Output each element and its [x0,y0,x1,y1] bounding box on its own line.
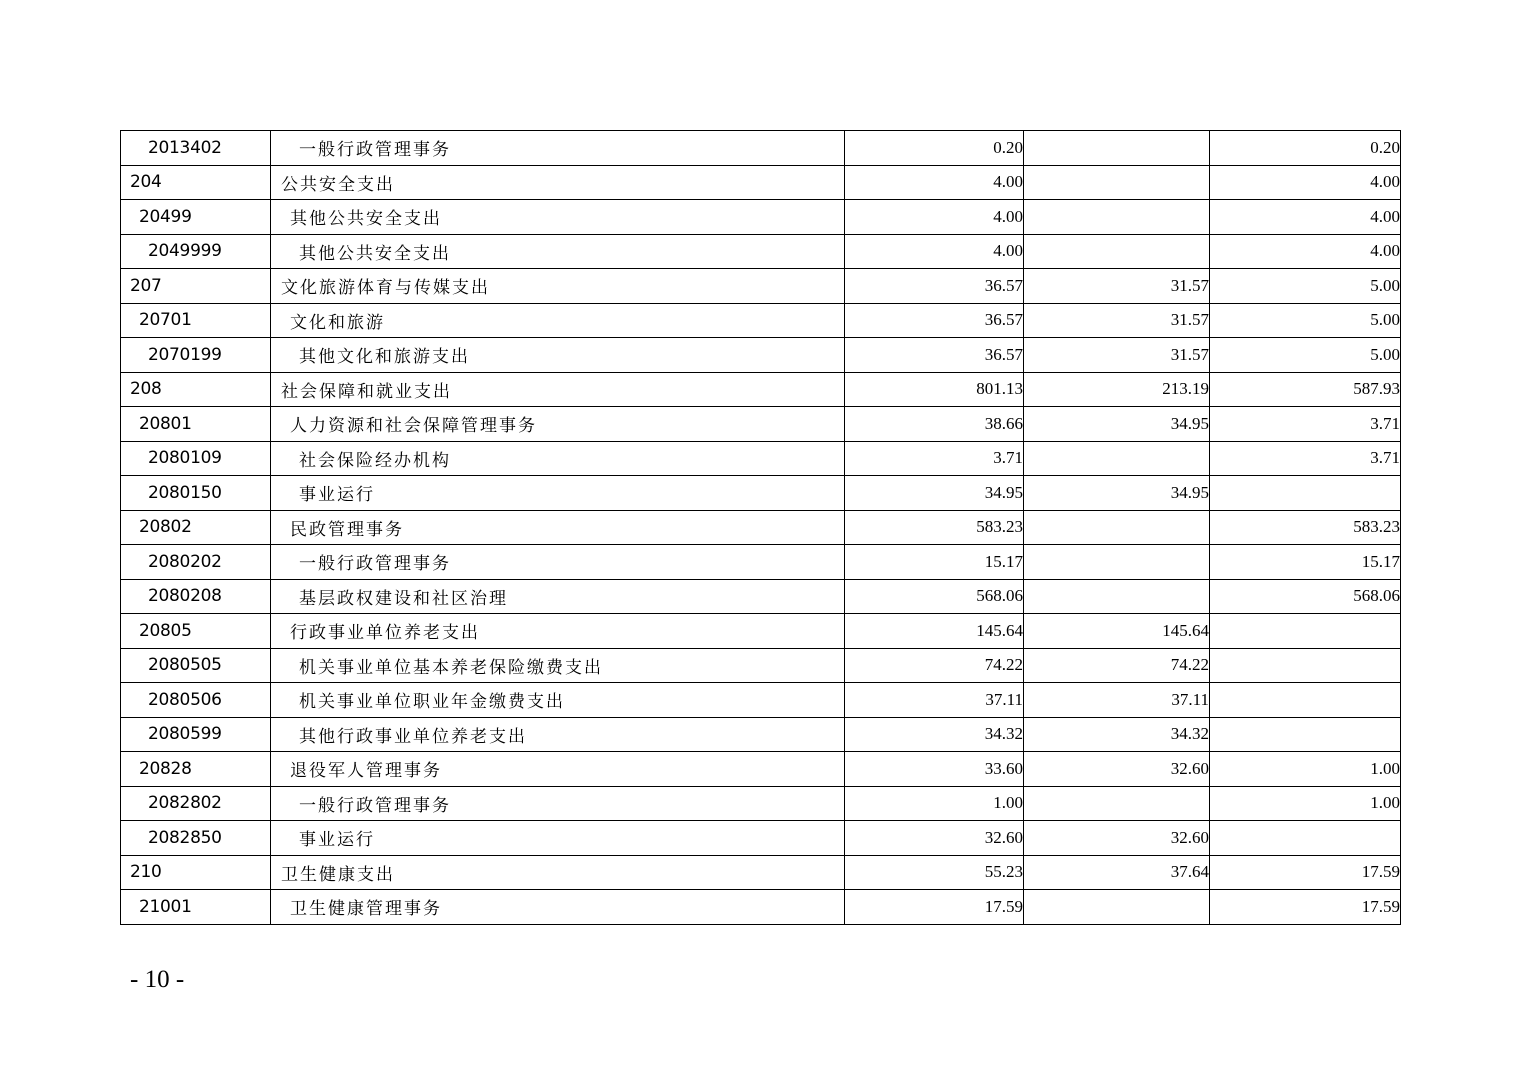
subject-code-cell: 2080208 [121,579,271,614]
project-expenditure-cell: 1.00 [1210,786,1401,821]
table-row [121,510,1401,545]
subject-name-cell: 机关事业单位职业年金缴费支出 [271,683,845,718]
table-row [121,683,1401,718]
total-amount-cell: 4.00 [845,234,1024,269]
subject-code-cell: 20802 [121,510,271,545]
project-expenditure-cell [1210,821,1401,856]
basic-expenditure-cell: 145.64 [1024,614,1210,649]
total-amount-cell: 36.57 [845,338,1024,373]
project-expenditure-cell: 4.00 [1210,165,1401,200]
subject-code-cell: 21001 [121,890,271,925]
subject-name-cell: 一般行政管理事务 [271,786,845,821]
basic-expenditure-cell [1024,200,1210,235]
subject-name-cell: 公共安全支出 [271,165,845,200]
subject-code-cell: 210 [121,855,271,890]
basic-expenditure-cell: 31.57 [1024,269,1210,304]
total-amount-cell: 0.20 [845,131,1024,166]
project-expenditure-cell: 4.00 [1210,200,1401,235]
total-amount-cell: 3.71 [845,441,1024,476]
subject-code-cell: 2049999 [121,234,271,269]
table-row [121,821,1401,856]
total-amount-cell: 33.60 [845,752,1024,787]
basic-expenditure-cell: 37.11 [1024,683,1210,718]
subject-name-cell: 行政事业单位养老支出 [271,614,845,649]
project-expenditure-cell [1210,717,1401,752]
basic-expenditure-cell [1024,165,1210,200]
table-row [121,786,1401,821]
table-row [121,441,1401,476]
table-row [121,200,1401,235]
subject-name-cell: 其他公共安全支出 [271,200,845,235]
total-amount-cell: 37.11 [845,683,1024,718]
subject-name-cell: 机关事业单位基本养老保险缴费支出 [271,648,845,683]
table-row [121,579,1401,614]
table-row [121,165,1401,200]
total-amount-cell: 17.59 [845,890,1024,925]
table-row [121,614,1401,649]
total-amount-cell: 15.17 [845,545,1024,580]
subject-name-cell: 文化旅游体育与传媒支出 [271,269,845,304]
subject-name-cell: 一般行政管理事务 [271,545,845,580]
basic-expenditure-cell [1024,234,1210,269]
project-expenditure-cell: 568.06 [1210,579,1401,614]
subject-name-cell: 基层政权建设和社区治理 [271,579,845,614]
project-expenditure-cell [1210,614,1401,649]
project-expenditure-cell: 15.17 [1210,545,1401,580]
subject-code-cell: 2080202 [121,545,271,580]
subject-name-cell: 社会保险经办机构 [271,441,845,476]
total-amount-cell: 145.64 [845,614,1024,649]
total-amount-cell: 34.32 [845,717,1024,752]
table-row [121,338,1401,373]
basic-expenditure-cell [1024,131,1210,166]
total-amount-cell: 32.60 [845,821,1024,856]
table-row [121,234,1401,269]
subject-code-cell: 2070199 [121,338,271,373]
subject-code-cell: 2013402 [121,131,271,166]
subject-name-cell: 文化和旅游 [271,303,845,338]
subject-code-cell: 20701 [121,303,271,338]
project-expenditure-cell: 3.71 [1210,407,1401,442]
subject-name-cell: 卫生健康支出 [271,855,845,890]
subject-code-cell: 2082802 [121,786,271,821]
subject-code-cell: 2080506 [121,683,271,718]
subject-name-cell: 其他行政事业单位养老支出 [271,717,845,752]
project-expenditure-cell: 5.00 [1210,338,1401,373]
project-expenditure-cell [1210,476,1401,511]
subject-name-cell: 事业运行 [271,821,845,856]
subject-code-cell: 208 [121,372,271,407]
subject-code-cell: 20805 [121,614,271,649]
basic-expenditure-cell [1024,441,1210,476]
basic-expenditure-cell: 31.57 [1024,338,1210,373]
subject-name-cell: 社会保障和就业支出 [271,372,845,407]
subject-code-cell: 20828 [121,752,271,787]
expenditure-table-body [121,131,1401,925]
subject-code-cell: 2080599 [121,717,271,752]
project-expenditure-cell: 583.23 [1210,510,1401,545]
subject-name-cell: 其他公共安全支出 [271,234,845,269]
subject-code-cell: 2082850 [121,821,271,856]
total-amount-cell: 801.13 [845,372,1024,407]
project-expenditure-cell: 1.00 [1210,752,1401,787]
table-row [121,752,1401,787]
project-expenditure-cell: 0.20 [1210,131,1401,166]
basic-expenditure-cell: 37.64 [1024,855,1210,890]
project-expenditure-cell: 5.00 [1210,303,1401,338]
subject-name-cell: 一般行政管理事务 [271,131,845,166]
subject-code-cell: 20499 [121,200,271,235]
subject-code-cell: 2080109 [121,441,271,476]
basic-expenditure-cell [1024,786,1210,821]
project-expenditure-cell: 5.00 [1210,269,1401,304]
subject-code-cell: 204 [121,165,271,200]
basic-expenditure-cell: 31.57 [1024,303,1210,338]
table-row [121,648,1401,683]
total-amount-cell: 55.23 [845,855,1024,890]
subject-name-cell: 事业运行 [271,476,845,511]
project-expenditure-cell: 17.59 [1210,855,1401,890]
subject-code-cell: 2080505 [121,648,271,683]
total-amount-cell: 74.22 [845,648,1024,683]
basic-expenditure-cell: 32.60 [1024,752,1210,787]
total-amount-cell: 4.00 [845,200,1024,235]
subject-name-cell: 民政管理事务 [271,510,845,545]
total-amount-cell: 4.00 [845,165,1024,200]
basic-expenditure-cell [1024,545,1210,580]
subject-code-cell: 20801 [121,407,271,442]
total-amount-cell: 568.06 [845,579,1024,614]
project-expenditure-cell: 587.93 [1210,372,1401,407]
table-row [121,131,1401,166]
basic-expenditure-cell [1024,510,1210,545]
basic-expenditure-cell: 213.19 [1024,372,1210,407]
table-row [121,545,1401,580]
subject-name-cell: 退役军人管理事务 [271,752,845,787]
expenditure-table [120,130,1401,925]
project-expenditure-cell [1210,683,1401,718]
subject-code-cell: 2080150 [121,476,271,511]
project-expenditure-cell: 17.59 [1210,890,1401,925]
basic-expenditure-cell: 32.60 [1024,821,1210,856]
table-row [121,372,1401,407]
total-amount-cell: 1.00 [845,786,1024,821]
table-row [121,303,1401,338]
project-expenditure-cell: 3.71 [1210,441,1401,476]
total-amount-cell: 36.57 [845,303,1024,338]
basic-expenditure-cell: 34.95 [1024,476,1210,511]
project-expenditure-cell [1210,648,1401,683]
total-amount-cell: 36.57 [845,269,1024,304]
total-amount-cell: 34.95 [845,476,1024,511]
total-amount-cell: 583.23 [845,510,1024,545]
project-expenditure-cell: 4.00 [1210,234,1401,269]
page-number: - 10 - [130,966,185,993]
subject-code-cell: 207 [121,269,271,304]
basic-expenditure-cell: 74.22 [1024,648,1210,683]
total-amount-cell: 38.66 [845,407,1024,442]
table-row [121,407,1401,442]
basic-expenditure-cell [1024,579,1210,614]
subject-name-cell: 人力资源和社会保障管理事务 [271,407,845,442]
basic-expenditure-cell: 34.95 [1024,407,1210,442]
subject-name-cell: 卫生健康管理事务 [271,890,845,925]
basic-expenditure-cell [1024,890,1210,925]
table-row [121,269,1401,304]
table-row [121,855,1401,890]
table-row [121,890,1401,925]
basic-expenditure-cell: 34.32 [1024,717,1210,752]
table-row [121,717,1401,752]
subject-name-cell: 其他文化和旅游支出 [271,338,845,373]
table-row [121,476,1401,511]
